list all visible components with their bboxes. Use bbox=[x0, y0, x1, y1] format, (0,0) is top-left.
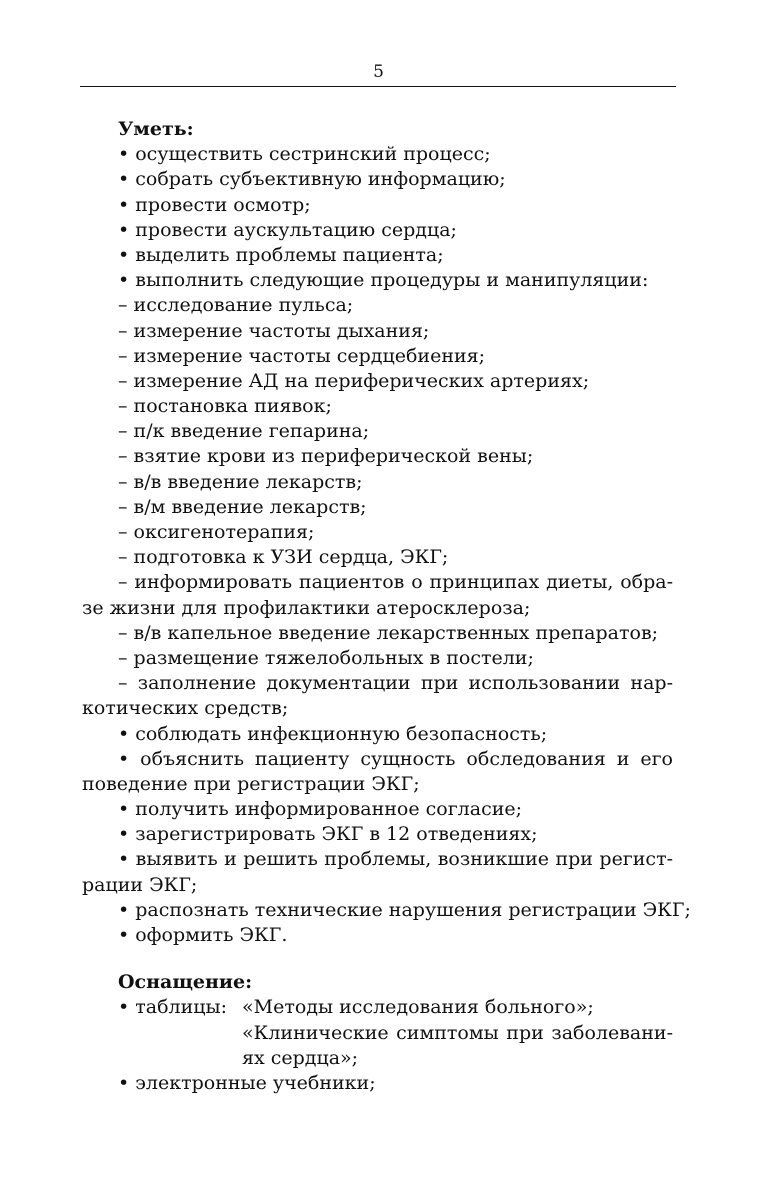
skill-line: • распознать технические нарушения регистрации ЭКГ; bbox=[118, 898, 691, 921]
procedure-line: – постановка пиявок; bbox=[118, 395, 332, 418]
skill-line: • зарегистрировать ЭКГ в 12 отведениях; bbox=[118, 823, 538, 846]
procedure-line: – оксигенотерапия; bbox=[118, 521, 315, 543]
skill-line: • получить информированное согласие; bbox=[118, 798, 523, 821]
procedure-line-continuation: зе жизни для профилактики атеросклероза; bbox=[82, 596, 531, 619]
header-rule bbox=[80, 86, 676, 87]
skill-line: • выявить и решить проблемы, возникшие при регист- bbox=[118, 848, 673, 871]
skill-line-continuation: поведение при регистрации ЭКГ; bbox=[82, 772, 420, 795]
section-gap bbox=[82, 948, 673, 970]
page-number: 5 bbox=[373, 62, 384, 82]
skill-line-continuation: рации ЭКГ; bbox=[82, 873, 198, 896]
procedure-line: – п/к введение гепарина; bbox=[118, 420, 370, 443]
skill-line: • собрать субъективную информацию; bbox=[118, 168, 506, 191]
skill-line: • соблюдать инфекционную безопасность; bbox=[118, 722, 548, 745]
equipment-tables-label: • таблицы: bbox=[118, 996, 227, 1019]
equipment-heading: Оснащение: bbox=[118, 971, 253, 994]
skill-line: • провести осмотр; bbox=[118, 193, 311, 216]
procedure-line: – в/в введение лекарств; bbox=[118, 470, 363, 493]
procedure-line: – измерение АД на периферических артериях; bbox=[118, 369, 590, 392]
skill-line: • осуществить сестринский процесс; bbox=[118, 143, 491, 166]
skill-line: • провести аускультацию сердца; bbox=[118, 218, 457, 241]
procedure-line-continuation: котических средств; bbox=[82, 697, 289, 720]
procedure-line: – взятие крови из периферической вены; bbox=[118, 445, 534, 468]
procedure-line: – размещение тяжелобольных в постели; bbox=[118, 646, 534, 669]
procedure-line: – исследование пульса; bbox=[118, 294, 354, 317]
equipment-table-item: «Методы исследования больного»; bbox=[242, 996, 594, 1019]
procedure-line: – информировать пациентов о принципах диеты, обра- bbox=[118, 571, 673, 594]
procedure-line: – измерение частоты дыхания; bbox=[118, 319, 430, 342]
skill-line: • выполнить следующие процедуры и манипуляции: bbox=[118, 269, 649, 292]
equipment-table-item-continuation: ях сердца»; bbox=[242, 1046, 359, 1069]
equipment-item: • электронные учебники; bbox=[118, 1071, 376, 1094]
equipment-tables-row bbox=[82, 995, 673, 1020]
procedure-line: – заполнение документации при использовании нар- bbox=[118, 672, 673, 695]
skill-line: • объяснить пациенту сущность обследования и его bbox=[118, 747, 673, 770]
skill-line: • выделить проблемы пациента; bbox=[118, 243, 444, 266]
procedure-line: – в/в капельное введение лекарственных препаратов; bbox=[118, 621, 659, 644]
procedure-line: – в/м введение лекарств; bbox=[118, 495, 367, 518]
procedure-line: – подготовка к УЗИ сердца, ЭКГ; bbox=[118, 546, 449, 569]
skill-line: • оформить ЭКГ. bbox=[118, 924, 288, 946]
skills-heading: Уметь: bbox=[118, 118, 194, 140]
page-content bbox=[82, 117, 691, 1096]
procedure-line: – измерение частоты сердцебиения; bbox=[118, 344, 486, 367]
equipment-table-item: «Клинические симптомы при заболевани- bbox=[242, 1021, 673, 1044]
